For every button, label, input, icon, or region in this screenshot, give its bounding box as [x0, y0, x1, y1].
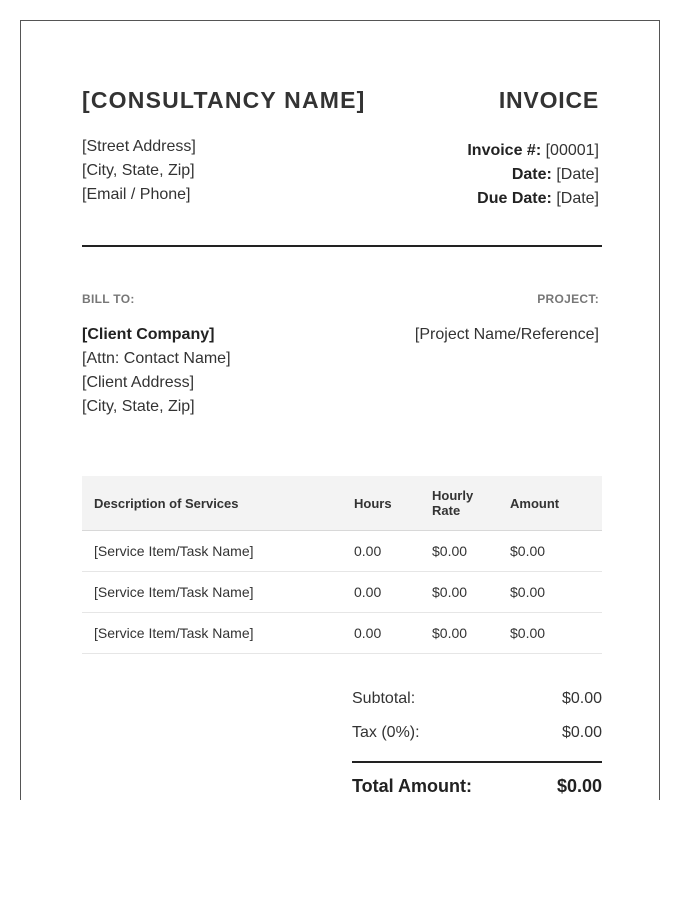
project-label: PROJECT:	[537, 292, 599, 306]
bill-to-label: BILL TO:	[82, 292, 135, 306]
tax-label: Tax (0%):	[352, 724, 420, 741]
tax-value: $0.00	[561, 724, 602, 741]
table-header-row	[82, 476, 602, 531]
table-row	[82, 613, 602, 654]
client-company: [Client Company]	[82, 326, 215, 343]
service-description: [Service Item/Task Name]	[82, 572, 342, 613]
due-date-value: [Date]	[556, 190, 599, 207]
invoice-number-row	[467, 139, 599, 163]
invoice-number-value: [00001]	[545, 142, 599, 159]
address-line: [Email / Phone]	[82, 186, 191, 203]
due-date-label: Due Date:	[477, 190, 552, 207]
invoice-date-value: [Date]	[556, 166, 599, 183]
project-reference: [Project Name/Reference]	[414, 326, 599, 343]
service-rate: $0.00	[420, 531, 498, 572]
service-hours: 0.00	[342, 531, 420, 572]
service-hours: 0.00	[342, 613, 420, 654]
service-rate: $0.00	[420, 613, 498, 654]
document-title: INVOICE	[498, 87, 599, 113]
column-header-rate: Hourly Rate	[420, 476, 498, 531]
total-divider	[352, 761, 602, 763]
subtotal-row	[352, 690, 602, 710]
service-rate: $0.00	[420, 572, 498, 613]
bill-to-line: [Attn: Contact Name]	[82, 350, 231, 367]
address-line: [Street Address]	[82, 138, 196, 155]
column-header-hours: Hours	[342, 476, 420, 531]
subtotal-label: Subtotal:	[352, 690, 416, 707]
column-header-amount: Amount	[498, 476, 602, 531]
bill-to-block	[82, 323, 231, 419]
company-name: [CONSULTANCY NAME]	[82, 87, 366, 113]
company-address	[82, 135, 196, 207]
invoice-page	[20, 20, 660, 800]
service-amount: $0.00	[498, 572, 602, 613]
bill-to-line: [City, State, Zip]	[82, 398, 195, 415]
due-date-row	[467, 187, 599, 211]
total-label: Total Amount:	[352, 776, 472, 796]
bill-to-line: [Client Address]	[82, 374, 195, 391]
service-description: [Service Item/Task Name]	[82, 613, 342, 654]
tax-row	[352, 724, 602, 744]
services-table	[82, 476, 602, 654]
invoice-date-row	[467, 163, 599, 187]
total-value: $0.00	[556, 776, 602, 796]
service-amount: $0.00	[498, 613, 602, 654]
service-amount: $0.00	[498, 531, 602, 572]
service-hours: 0.00	[342, 572, 420, 613]
service-description: [Service Item/Task Name]	[82, 531, 342, 572]
invoice-number-label: Invoice #:	[467, 142, 542, 159]
table-row	[82, 572, 602, 613]
subtotal-value: $0.00	[561, 690, 602, 707]
header-divider	[82, 245, 602, 247]
total-row	[352, 776, 602, 798]
invoice-meta	[467, 139, 599, 211]
address-line: [City, State, Zip]	[82, 162, 195, 179]
invoice-date-label: Date:	[511, 166, 552, 183]
table-row	[82, 531, 602, 572]
column-header-description: Description of Services	[82, 476, 342, 531]
